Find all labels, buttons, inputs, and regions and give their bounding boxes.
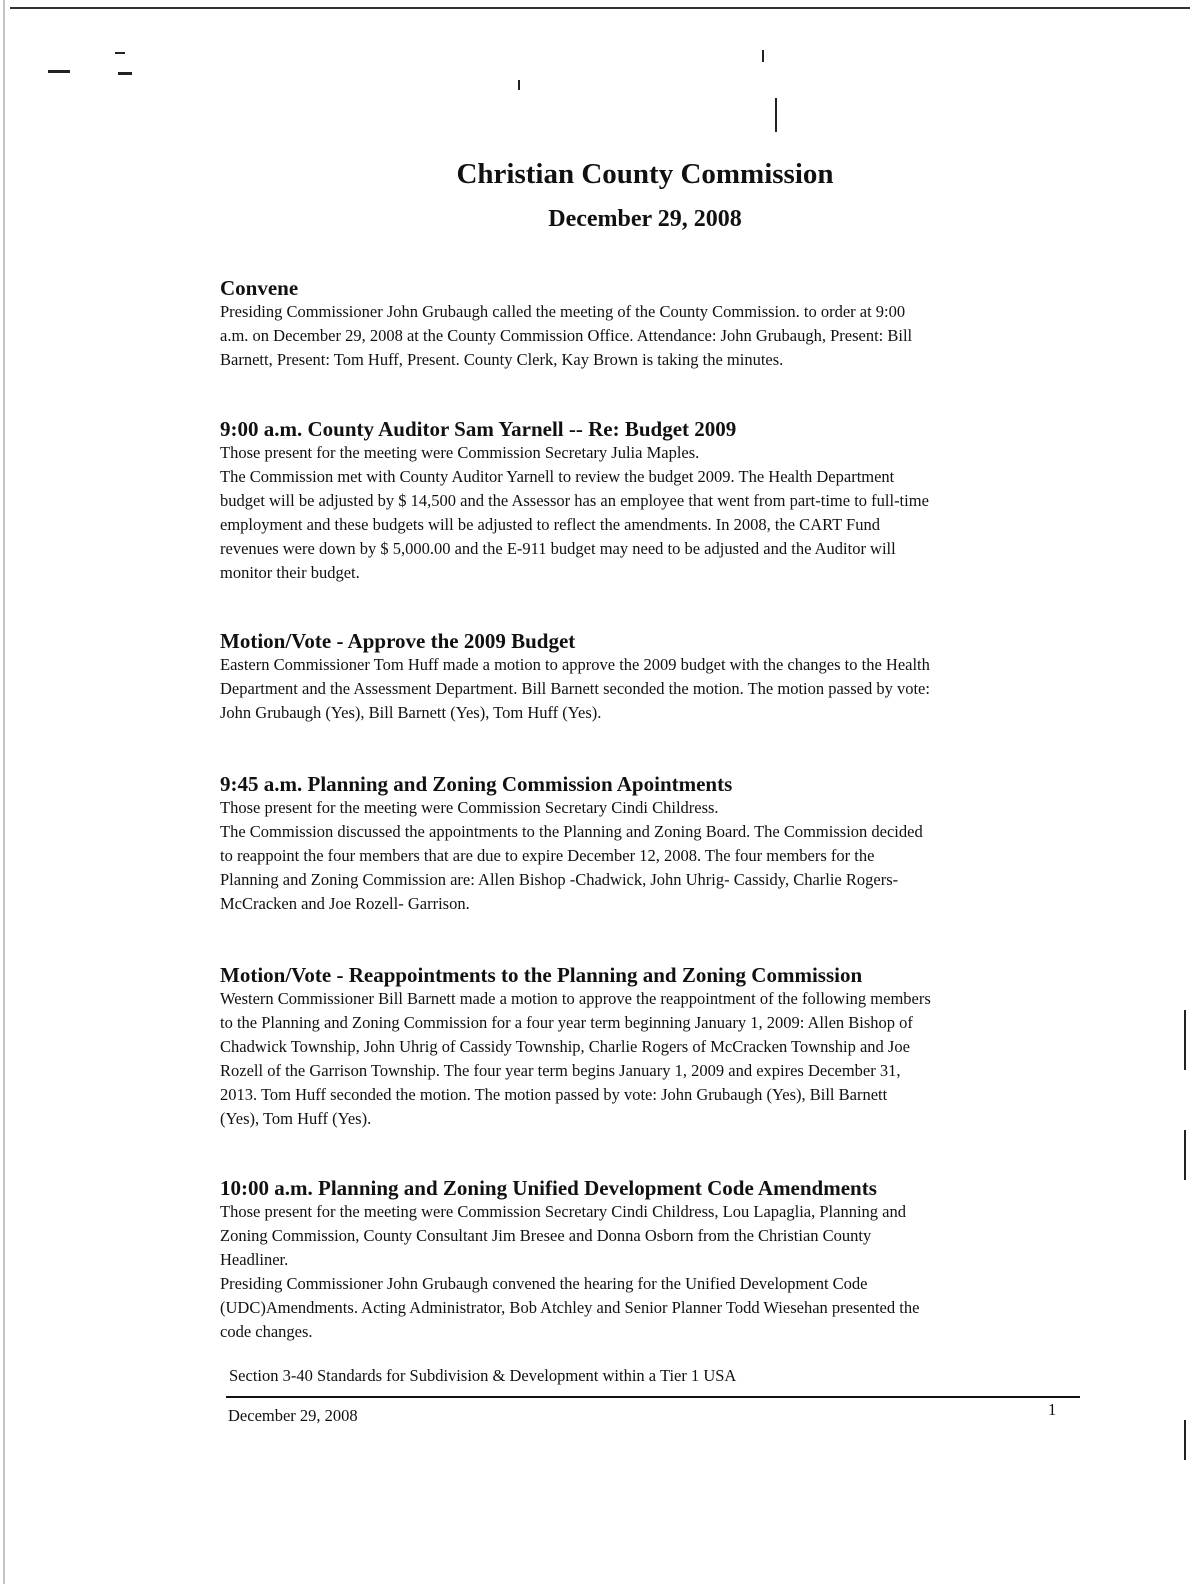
scan-speck: [115, 52, 125, 54]
scan-edge-left: [3, 0, 5, 1584]
footer-page-number: 1: [1048, 1400, 1057, 1419]
document-date: December 29, 2008: [548, 206, 742, 232]
section-heading: Motion/Vote - Reappointments to the Planning and Zoning Commission: [220, 963, 863, 987]
section-line: 2013. Tom Huff seconded the motion. The motion passed by vote: John Grubaugh (Yes), Bill Barnett: [220, 1085, 888, 1104]
section-line: Zoning Commission, County Consultant Jim Bresee and Donna Osborn from the Christian County: [220, 1226, 872, 1245]
section-auditor-budget: [220, 417, 1080, 585]
section-line: Rozell of the Garrison Township. The four year term begins January 1, 2009 and expires December 31,: [220, 1061, 901, 1080]
section-pz-appointments: [220, 772, 1080, 916]
section-reference-note: Section 3-40 Standards for Subdivision & Development within a Tier 1 USA: [229, 1366, 737, 1385]
footer-rule: [226, 1396, 1080, 1398]
section-line: employment and these budgets will be adjusted to reflect the amendments. In 2008, the CART Fund: [220, 515, 880, 534]
footer-date: December 29, 2008: [228, 1406, 358, 1425]
section-line: monitor their budget.: [220, 563, 360, 582]
section-line: to the Planning and Zoning Commission for a four year term beginning January 1, 2009: Allen Bishop of: [220, 1013, 913, 1032]
section-line: budget will be adjusted by $ 14,500 and the Assessor has an employee that went from part-time to full-time: [220, 491, 929, 510]
section-line: The Commission discussed the appointments to the Planning and Zoning Board. The Commission decided: [220, 822, 923, 841]
section-reappointments-vote: [220, 963, 1080, 1131]
scan-speck: [762, 50, 764, 62]
section-line: to reappoint the four members that are due to expire December 12, 2008. The four members for the: [220, 846, 875, 865]
section-line: John Grubaugh (Yes), Bill Barnett (Yes), Tom Huff (Yes).: [220, 703, 602, 722]
section-line: Department and the Assessment Department. Bill Barnett seconded the motion. The motion passed by vote:: [220, 679, 930, 698]
scan-speck: [118, 72, 132, 75]
scan-speck: [48, 70, 70, 73]
section-heading: Motion/Vote - Approve the 2009 Budget: [220, 629, 576, 653]
section-line: (Yes), Tom Huff (Yes).: [220, 1109, 372, 1128]
section-line: Barnett, Present: Tom Huff, Present. County Clerk, Kay Brown is taking the minutes.: [220, 350, 784, 369]
section-line: Eastern Commissioner Tom Huff made a motion to approve the 2009 budget with the changes to the Health: [220, 655, 930, 674]
section-heading: 9:00 a.m. County Auditor Sam Yarnell -- Re: Budget 2009: [220, 417, 737, 441]
section-line: (UDC)Amendments. Acting Administrator, Bob Atchley and Senior Planner Todd Wiesehan presented the: [220, 1298, 920, 1317]
section-convene: [220, 276, 1080, 372]
document-title: Christian County Commission: [456, 158, 834, 190]
section-line: Those present for the meeting were Commission Secretary Cindi Childress, Lou Lapaglia, Planning and: [220, 1202, 906, 1221]
section-heading: 9:45 a.m. Planning and Zoning Commission Apointments: [220, 772, 733, 796]
section-heading: 10:00 a.m. Planning and Zoning Unified Development Code Amendments: [220, 1176, 877, 1200]
scan-margin-mark: [1184, 1420, 1186, 1460]
section-line: Those present for the meeting were Commission Secretary Julia Maples.: [220, 443, 700, 462]
scan-speck: [518, 80, 520, 90]
section-line: Planning and Zoning Commission are: Allen Bishop -Chadwick, John Uhrig- Cassidy, Charlie Rogers-: [220, 870, 899, 889]
section-line: revenues were down by $ 5,000.00 and the E-911 budget may need to be adjusted and the Auditor will: [220, 539, 896, 558]
section-line: McCracken and Joe Rozell- Garrison.: [220, 894, 470, 913]
section-line: code changes.: [220, 1322, 313, 1341]
scan-margin-mark: [1184, 1130, 1186, 1180]
section-udc-amendments: [220, 1176, 1080, 1344]
section-line: a.m. on December 29, 2008 at the County Commission Office. Attendance: John Grubaugh, Present: Bill: [220, 326, 913, 345]
section-heading: Convene: [220, 276, 299, 300]
section-line: The Commission met with County Auditor Yarnell to review the budget 2009. The Health Department: [220, 467, 895, 486]
section-line: Western Commissioner Bill Barnett made a motion to approve the reappointment of the following members: [220, 989, 931, 1008]
section-line: Presiding Commissioner John Grubaugh convened the hearing for the Unified Development Code: [220, 1274, 868, 1293]
section-line: Presiding Commissioner John Grubaugh called the meeting of the County Commission. to order at 9:00: [220, 302, 906, 321]
section-approve-budget: [220, 629, 1080, 725]
section-line: Chadwick Township, John Uhrig of Cassidy Township, Charlie Rogers of McCracken Township and Joe: [220, 1037, 910, 1056]
scan-edge-top: [10, 7, 1190, 9]
scan-margin-mark: [1184, 1010, 1186, 1070]
section-line: Headliner.: [220, 1250, 289, 1269]
scan-speck: [775, 98, 777, 132]
section-line: Those present for the meeting were Commission Secretary Cindi Childress.: [220, 798, 719, 817]
